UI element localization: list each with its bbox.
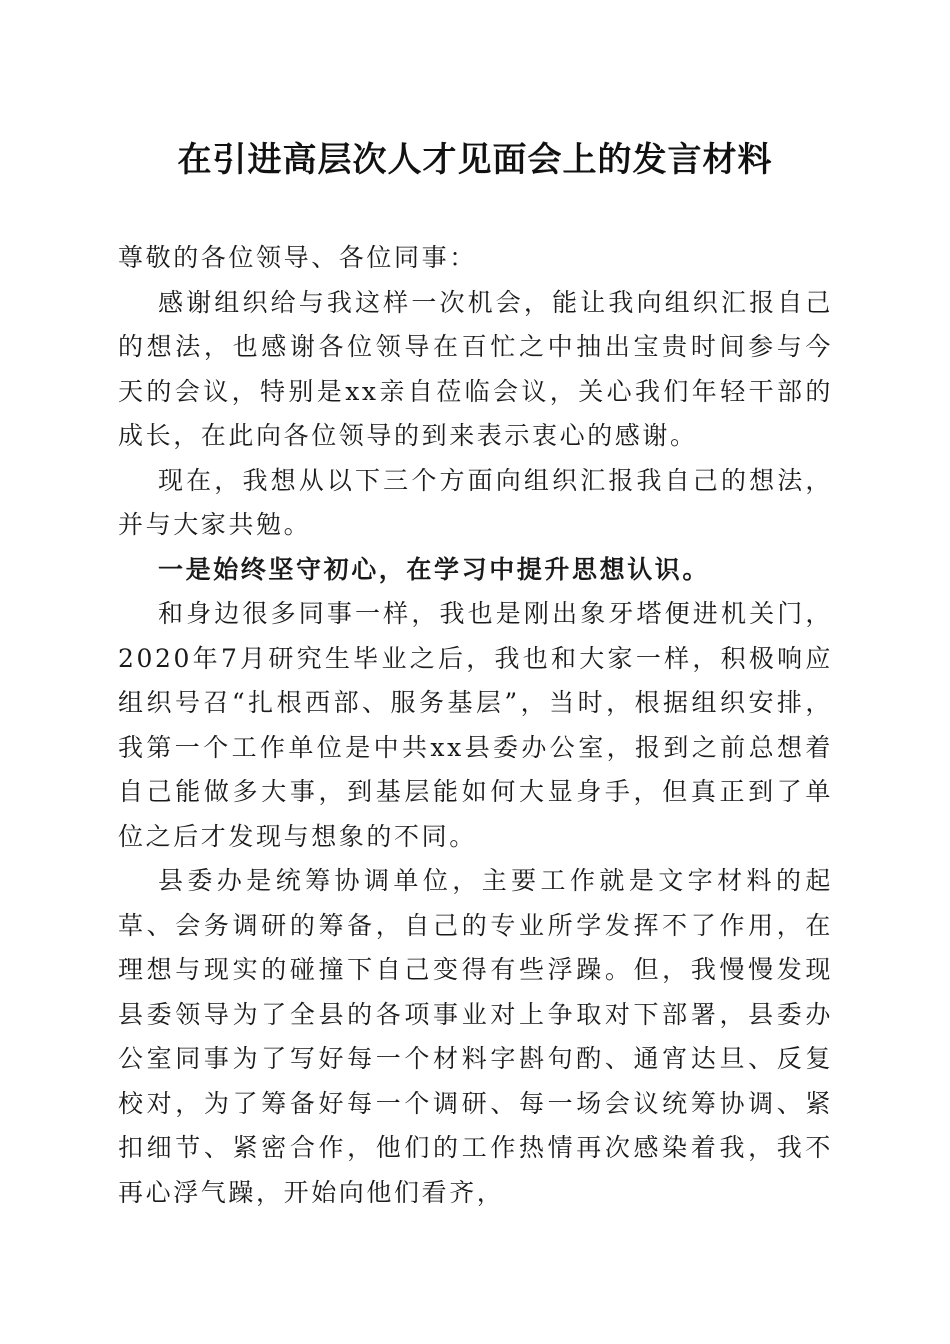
paragraph-thanks: 感谢组织给与我这样一次机会，能让我向组织汇报自己的想法，也感谢各位领导在百忙之中抽出宝贵时间参与今天的会议，特别是xx亲自莅临会议，关心我们年轻干部的成长，在此向各位领导的到来表示衷心的感谢。 — [118, 287, 833, 450]
paragraph-intro: 现在，我想从以下三个方面向组织汇报我自己的想法，并与大家共勉。 — [118, 465, 833, 539]
paragraph-office-work: 县委办是统筹协调单位，主要工作就是文字材料的起草、会务调研的筹备，自己的专业所学发挥不了作用，在理想与现实的碰撞下自己变得有些浮躁。但，我慢慢发现县委领导为了全县的各项事业对上争取对下部署，县委办公室同事为了写好每一个材料字斟句酌、通宵达旦、反复校对，为了筹备好每一个调研、每一场会议统筹协调、紧扣细节、紧密合作，他们的工作热情再次感染着我，我不再心浮气躁，开始向他们看齐， — [118, 866, 833, 1207]
section-heading-1: 一是始终坚守初心，在学习中提升思想认识。 — [158, 554, 711, 584]
paragraph-background: 和身边很多同事一样，我也是刚出象牙塔便进机关门，2020年7月研究生毕业之后，我也和大家一样，积极响应组织号召“扎根西部、服务基层”，当时，根据组织安排，我第一个工作单位是中共xx县委办公室，报到之前总想着自己能做多大事，到基层能如何大显身手，但真正到了单位之后才发现与想象的不同。 — [118, 599, 833, 851]
document-title: 在引进高层次人才见面会上的发言材料 — [177, 140, 773, 180]
salutation: 尊敬的各位领导、各位同事： — [118, 243, 477, 272]
document-body — [118, 236, 833, 1215]
